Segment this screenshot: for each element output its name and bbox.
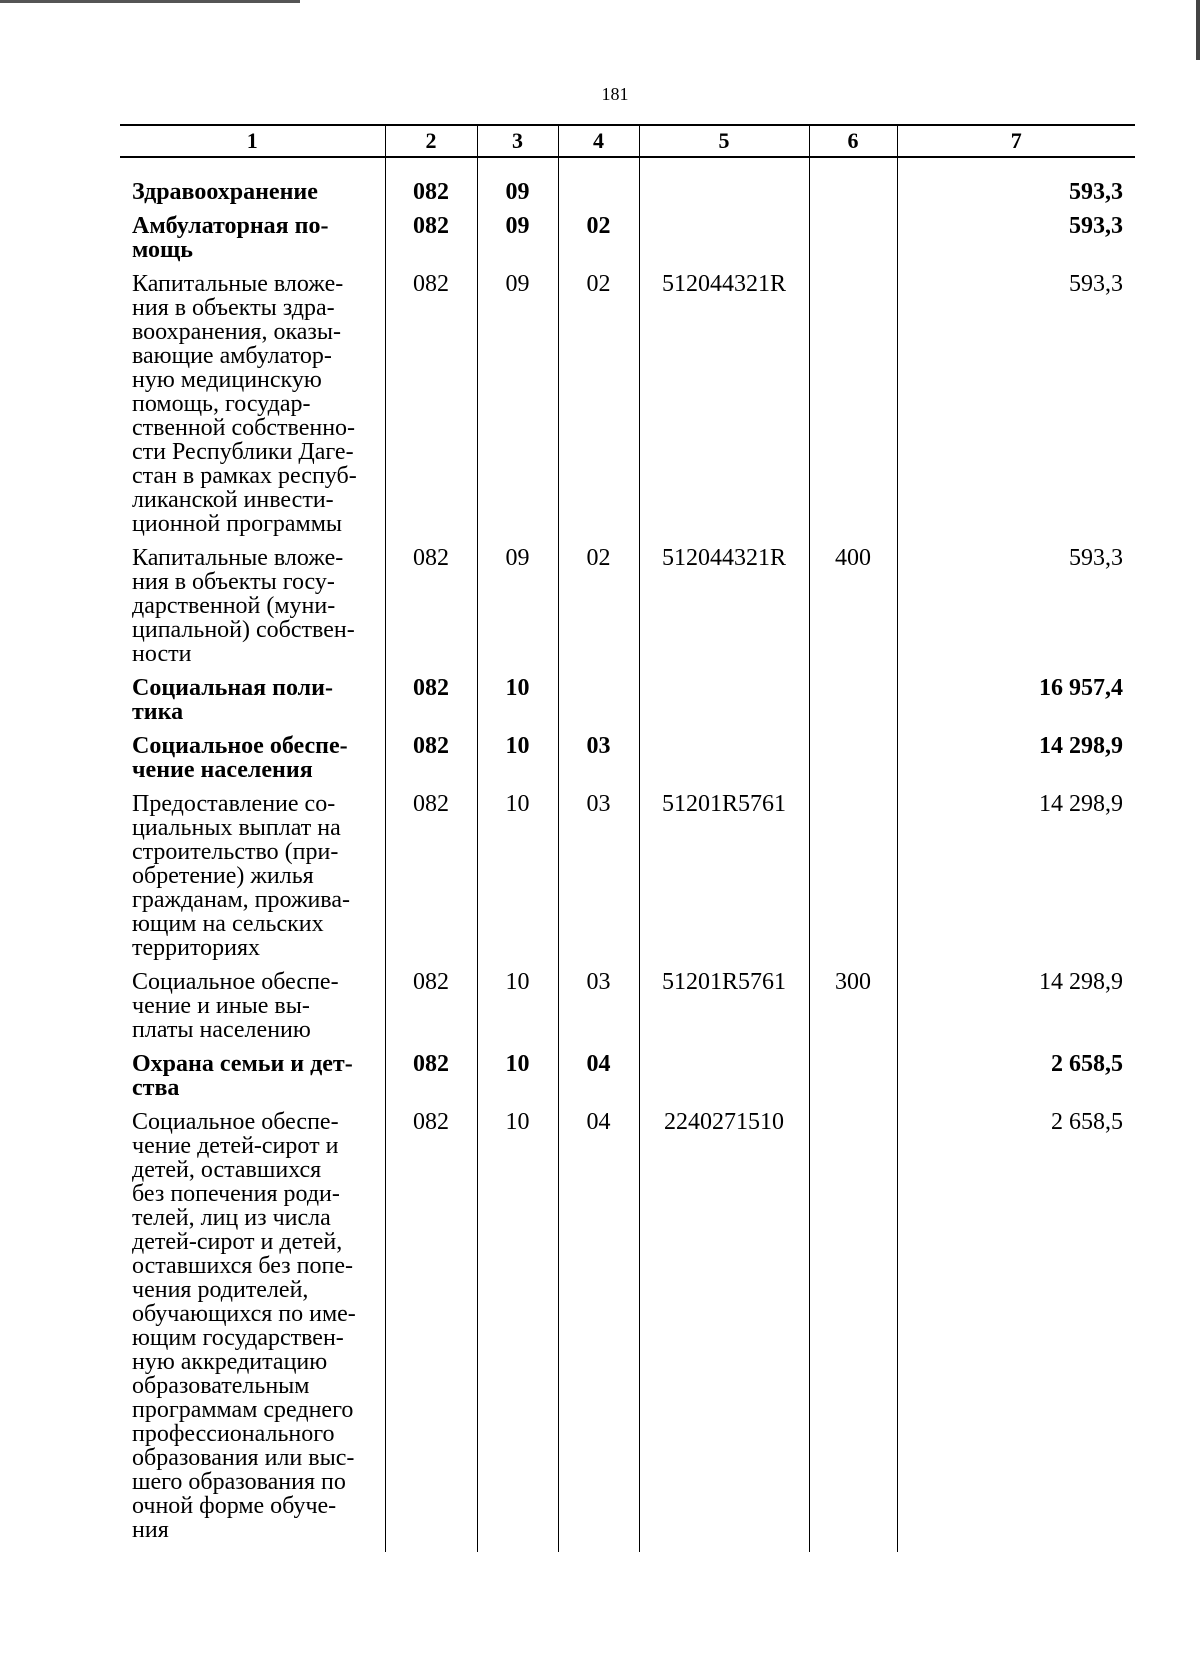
table-row [120,970,1135,1052]
table-row [120,734,1135,792]
section-code: 10 [477,676,558,734]
target-article: 512044321R [639,546,809,676]
target-article: 2240271510 [639,1110,809,1552]
grbs-code: 082 [385,157,477,214]
grbs-code: 082 [385,676,477,734]
row-name: Амбулаторная по- мощь [132,213,329,263]
amount: 14 298,9 [897,792,1135,970]
row-name: Социальное обеспе- чение и иные вы- платы населению [132,969,339,1043]
section-code: 09 [477,546,558,676]
table-row [120,1110,1135,1552]
expense-type: 300 [809,970,897,1052]
row-name: Капитальные вложе- ния в объекты здра- воохранения, оказы- вающие амбулатор- ную медицинскую помощь, государ- ственной собственно- сти Республики Даге- стан в рамках респуб- ликанской инвести- ционной программы [132,271,357,537]
target-article [639,676,809,734]
amount: 593,3 [897,214,1135,272]
amount: 2 658,5 [897,1052,1135,1110]
table-row [120,792,1135,970]
subsection-code: 03 [558,970,639,1052]
table-row [120,157,1135,214]
table-row [120,1052,1135,1110]
section-code: 09 [477,272,558,546]
row-name: Здравоохранение [132,179,318,205]
section-code: 10 [477,734,558,792]
target-article [639,157,809,214]
page-number: 181 [601,84,629,104]
grbs-code: 082 [385,1052,477,1110]
scan-edge-mark-right [1196,0,1200,60]
section-code: 09 [477,214,558,272]
column-header-7: 7 [897,125,1135,157]
subsection-code: 02 [558,546,639,676]
target-article [639,214,809,272]
subsection-code: 03 [558,792,639,970]
row-name: Капитальные вложе- ния в объекты госу- дарственной (муни- ципальной) собствен- ности [132,545,355,667]
grbs-code: 082 [385,272,477,546]
subsection-code: 03 [558,734,639,792]
column-header-1: 1 [120,125,385,157]
subsection-code: 04 [558,1110,639,1552]
grbs-code: 082 [385,1110,477,1552]
amount: 593,3 [897,546,1135,676]
expense-type [809,734,897,792]
table-row [120,214,1135,272]
row-name: Социальное обеспе- чение детей-сирот и детей, оставшихся без попечения роди- телей, лиц из числа детей-сирот и детей, оставшихся без попе- чения родителей, обучающихся по име- ющим государствен- ную аккредитацию образовательным программам среднего профессионального образования или выс- шего образования по очной форме обуче- ния [132,1109,356,1543]
subsection-code: 02 [558,272,639,546]
table-body [120,157,1135,1552]
table-row [120,272,1135,546]
amount: 16 957,4 [897,676,1135,734]
subsection-code: 02 [558,214,639,272]
expense-type [809,272,897,546]
expense-type [809,157,897,214]
table-row [120,546,1135,676]
section-code: 10 [477,792,558,970]
expense-type [809,792,897,970]
row-name: Социальная поли- тика [132,675,333,725]
grbs-code: 082 [385,546,477,676]
column-header-2: 2 [385,125,477,157]
budget-table-container [120,124,1135,1552]
target-article [639,1052,809,1110]
expense-type [809,214,897,272]
grbs-code: 082 [385,970,477,1052]
target-article [639,734,809,792]
section-code: 10 [477,1052,558,1110]
target-article: 51201R5761 [639,970,809,1052]
target-article: 512044321R [639,272,809,546]
table-row [120,676,1135,734]
column-header-5: 5 [639,125,809,157]
expense-type [809,1110,897,1552]
header-row [120,125,1135,157]
expense-type [809,676,897,734]
subsection-code [558,676,639,734]
grbs-code: 082 [385,214,477,272]
grbs-code: 082 [385,792,477,970]
amount: 14 298,9 [897,734,1135,792]
row-name: Охрана семьи и дет- ства [132,1051,353,1101]
scan-edge-mark [0,0,300,3]
grbs-code: 082 [385,734,477,792]
amount: 14 298,9 [897,970,1135,1052]
expense-type [809,1052,897,1110]
amount: 2 658,5 [897,1110,1135,1552]
row-name: Предоставление со- циальных выплат на строительство (при- обретение) жилья гражданам, прожива- ющим на сельских территориях [132,791,350,961]
subsection-code: 04 [558,1052,639,1110]
budget-table [120,124,1135,1552]
section-code: 09 [477,157,558,214]
amount: 593,3 [897,272,1135,546]
section-code: 10 [477,1110,558,1552]
column-header-3: 3 [477,125,558,157]
section-code: 10 [477,970,558,1052]
amount: 593,3 [897,157,1135,214]
row-name: Социальное обеспе- чение населения [132,733,348,783]
target-article: 51201R5761 [639,792,809,970]
column-header-6: 6 [809,125,897,157]
expense-type: 400 [809,546,897,676]
subsection-code [558,157,639,214]
column-header-4: 4 [558,125,639,157]
